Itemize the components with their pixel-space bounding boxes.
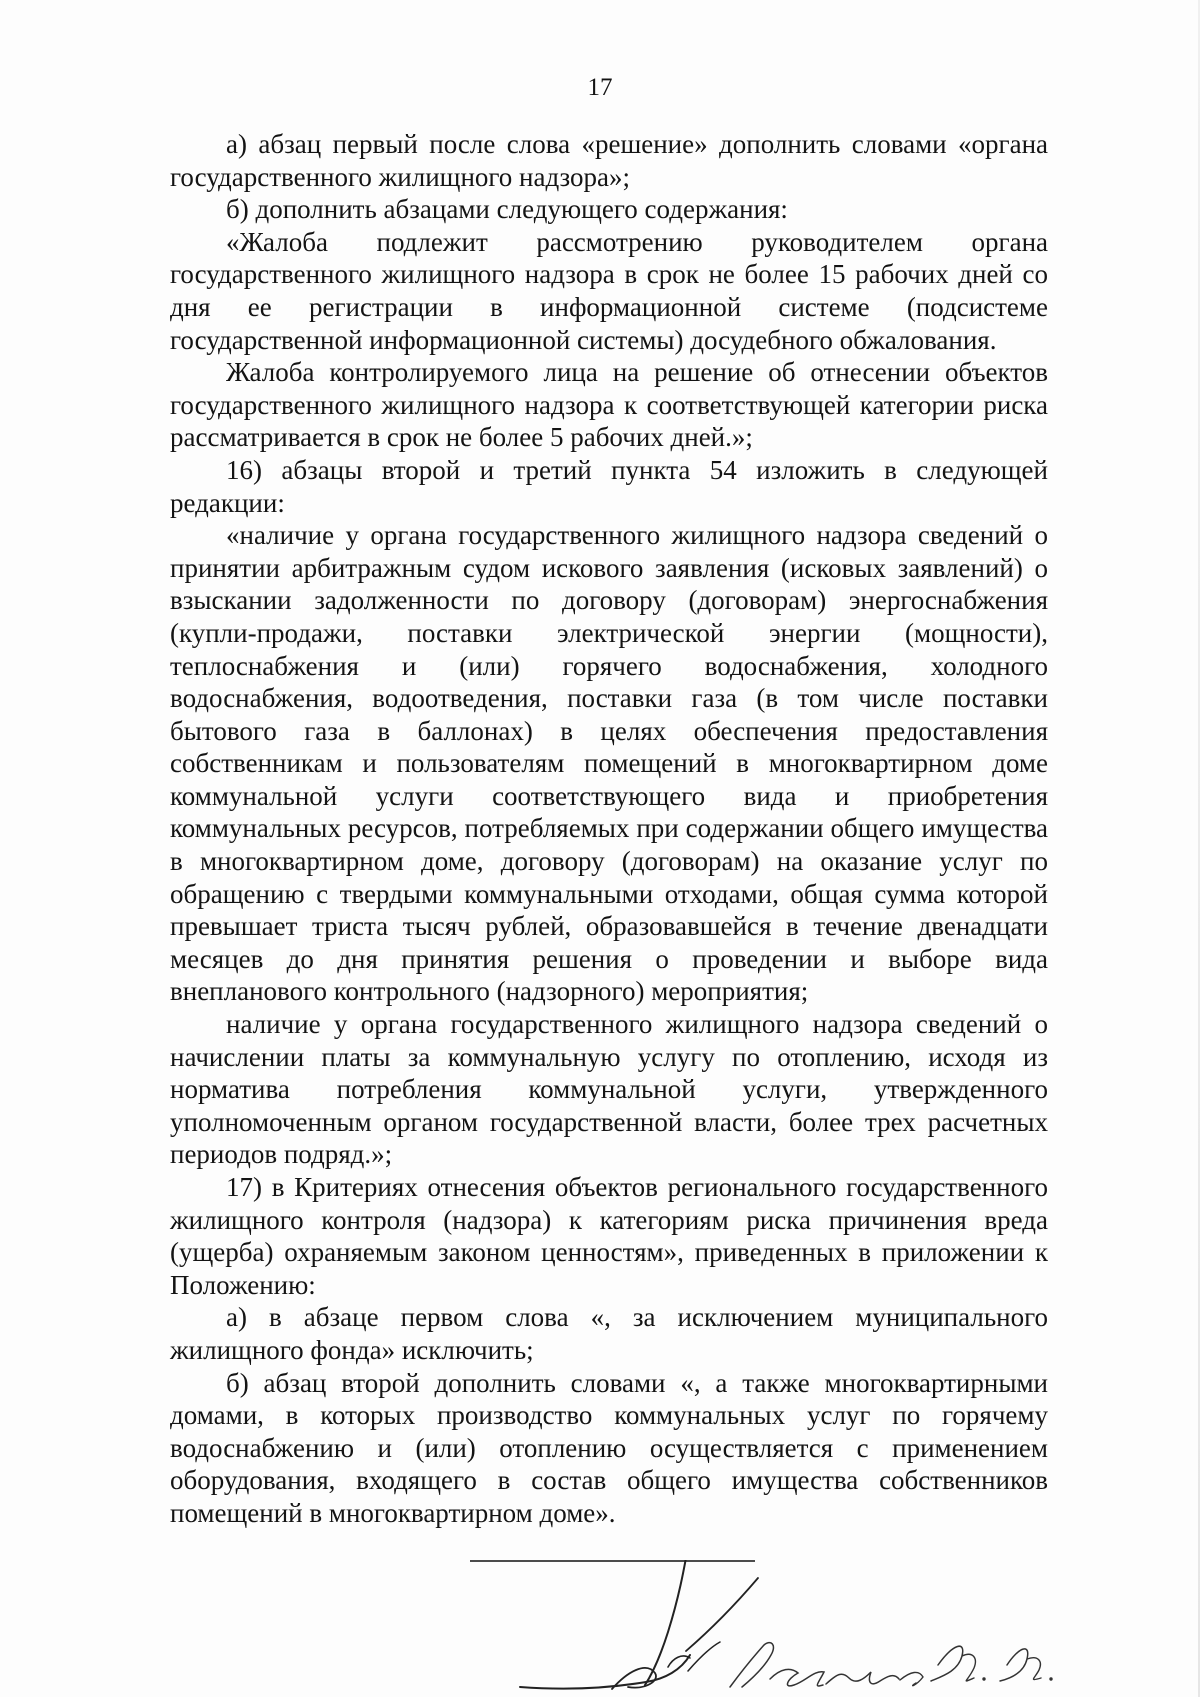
paragraph-b-second: б) абзац второй дополнить словами «, а также многоквартирными домами, в которых производство коммунальных услуг по горячему водоснабжению и (или) отоплению осуществляется с применением оборудования, входящего в состав общего имущества собственников помещений в многоквартирном доме». (170, 1367, 1048, 1528)
paragraph-a-second: а) в абзаце первом слова «, за исключением муниципального жилищного фонда» исключить; (170, 1302, 1048, 1365)
document-body (170, 128, 1048, 1530)
paragraph-heating-payment: наличие у органа государственного жилищного надзора сведений о начислении платы за коммунальную услугу по отоплению, исходя из норматива потребления коммунальной услуги, утвержденного уполномоченным органом государственной власти, более трех расчетных периодов подряд.»; (170, 1009, 1048, 1170)
paragraph-b-first: б) дополнить абзацами следующего содержания: (226, 194, 788, 225)
paragraph-complaint-term: «Жалоба подлежит рассмотрению руководителем органа государственного жилищного надзора в срок не более 15 рабочих дней со дня ее регистрации в информационной системе (подсистеме государственной информационной системы) досудебного обжалования. (170, 226, 1048, 355)
paragraph-a-first: а) абзац первый после слова «решение» дополнить словами «органа государственного жилищного надзора»; (170, 129, 1048, 192)
paragraph-item-16: 16) абзацы второй и третий пункта 54 изложить в следующей редакции: (170, 454, 1048, 518)
handwritten-signature (0, 1560, 1200, 1697)
paragraph-item-17: 17) в Критериях отнесения объектов регионального государственного жилищного контроля (надзора) к категориям риска причинения вреда (ущерба) охраняемым законом ценностям», приведенных в приложении к Положению: (170, 1172, 1048, 1300)
page-number: 17 (587, 74, 613, 101)
paragraph-controlled-person-complaint: Жалоба контролируемого лица на решение об отнесении объектов государственного жилищного надзора к соответствующей категории риска рассматривается в срок не более 5 рабочих дней.»; (170, 357, 1048, 453)
signature-area (0, 1560, 1200, 1697)
paragraph-debt-information: «наличие у органа государственного жилищного надзора сведений о принятии арбитражным судом искового заявления (исковых заявлений) о взыскании задолженности по договору (договорам) энергоснабжения (купли-продажи, поставки электрической энергии (мощности), теплоснабжения и (или) горячего водоснабжения, холодного водоснабжения, водоотведения, поставки газа (в том числе поставки бытового газа в баллонах) в целях обеспечения предоставления собственникам и пользователям помещений в многоквартирном доме коммунальной услуги соответствующего вида и приобретения коммунальных ресурсов, потребляемых при содержании общего имущества в многоквартирном доме, договору (договорам) на оказание услуг по обращению с твердыми коммунальными отходами, общая сумма которой превышает триста тысяч рублей, образовавшейся в течение двенадцати месяцев до дня принятия решения о проведении и выборе вида внепланового контрольного (надзорного) мероприятия; (170, 520, 1048, 1007)
